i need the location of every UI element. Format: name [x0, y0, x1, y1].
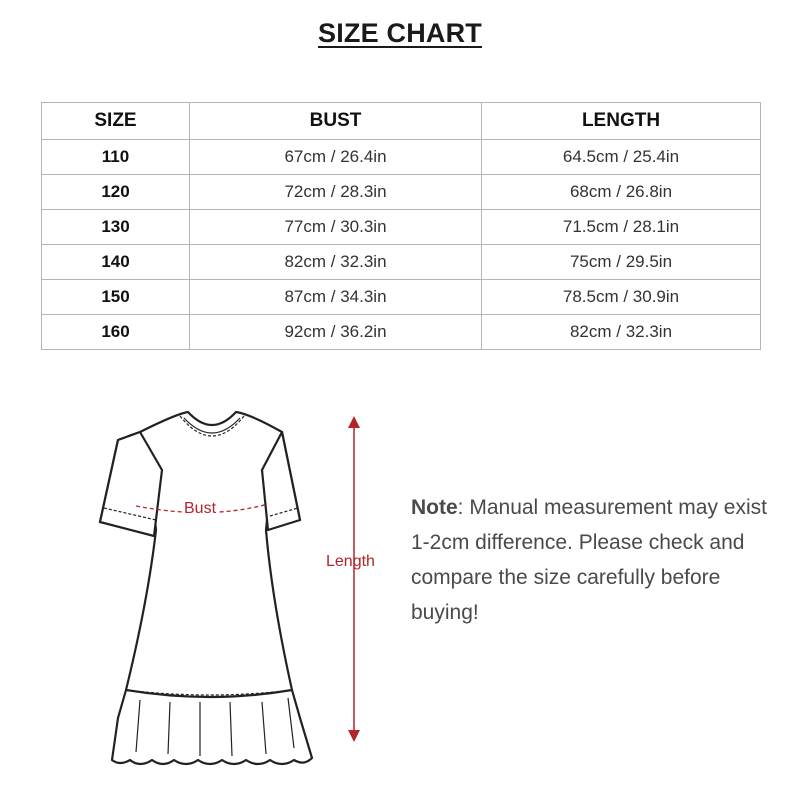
size-cell: 120	[42, 175, 190, 210]
size-cell: 150	[42, 280, 190, 315]
measurement-note	[411, 490, 781, 630]
size-cell: 140	[42, 245, 190, 280]
size-cell: 160	[42, 315, 190, 350]
bust-cell: 72cm / 28.3in	[190, 175, 482, 210]
length-cell: 78.5cm / 30.9in	[482, 280, 761, 315]
header-size: SIZE	[42, 103, 190, 140]
length-cell: 71.5cm / 28.1in	[482, 210, 761, 245]
bust-label: Bust	[184, 500, 217, 517]
length-cell: 64.5cm / 25.4in	[482, 140, 761, 175]
length-cell: 82cm / 32.3in	[482, 315, 761, 350]
bust-cell: 82cm / 32.3in	[190, 245, 482, 280]
note-label: Note	[411, 496, 458, 519]
bust-cell: 92cm / 36.2in	[190, 315, 482, 350]
size-cell: 110	[42, 140, 190, 175]
page-title: SIZE CHART	[318, 18, 482, 48]
length-label: Length	[326, 553, 375, 570]
bust-cell: 87cm / 34.3in	[190, 280, 482, 315]
size-cell: 130	[42, 210, 190, 245]
bust-cell: 67cm / 26.4in	[190, 140, 482, 175]
bust-cell: 77cm / 30.3in	[190, 210, 482, 245]
header-bust: BUST	[190, 103, 482, 140]
header-length: LENGTH	[482, 103, 761, 140]
note-text: : Manual measurement may exist 1-2cm difference. Please check and compare the size carefully before buying!	[411, 496, 767, 624]
length-cell: 75cm / 29.5in	[482, 245, 761, 280]
length-cell: 68cm / 26.8in	[482, 175, 761, 210]
